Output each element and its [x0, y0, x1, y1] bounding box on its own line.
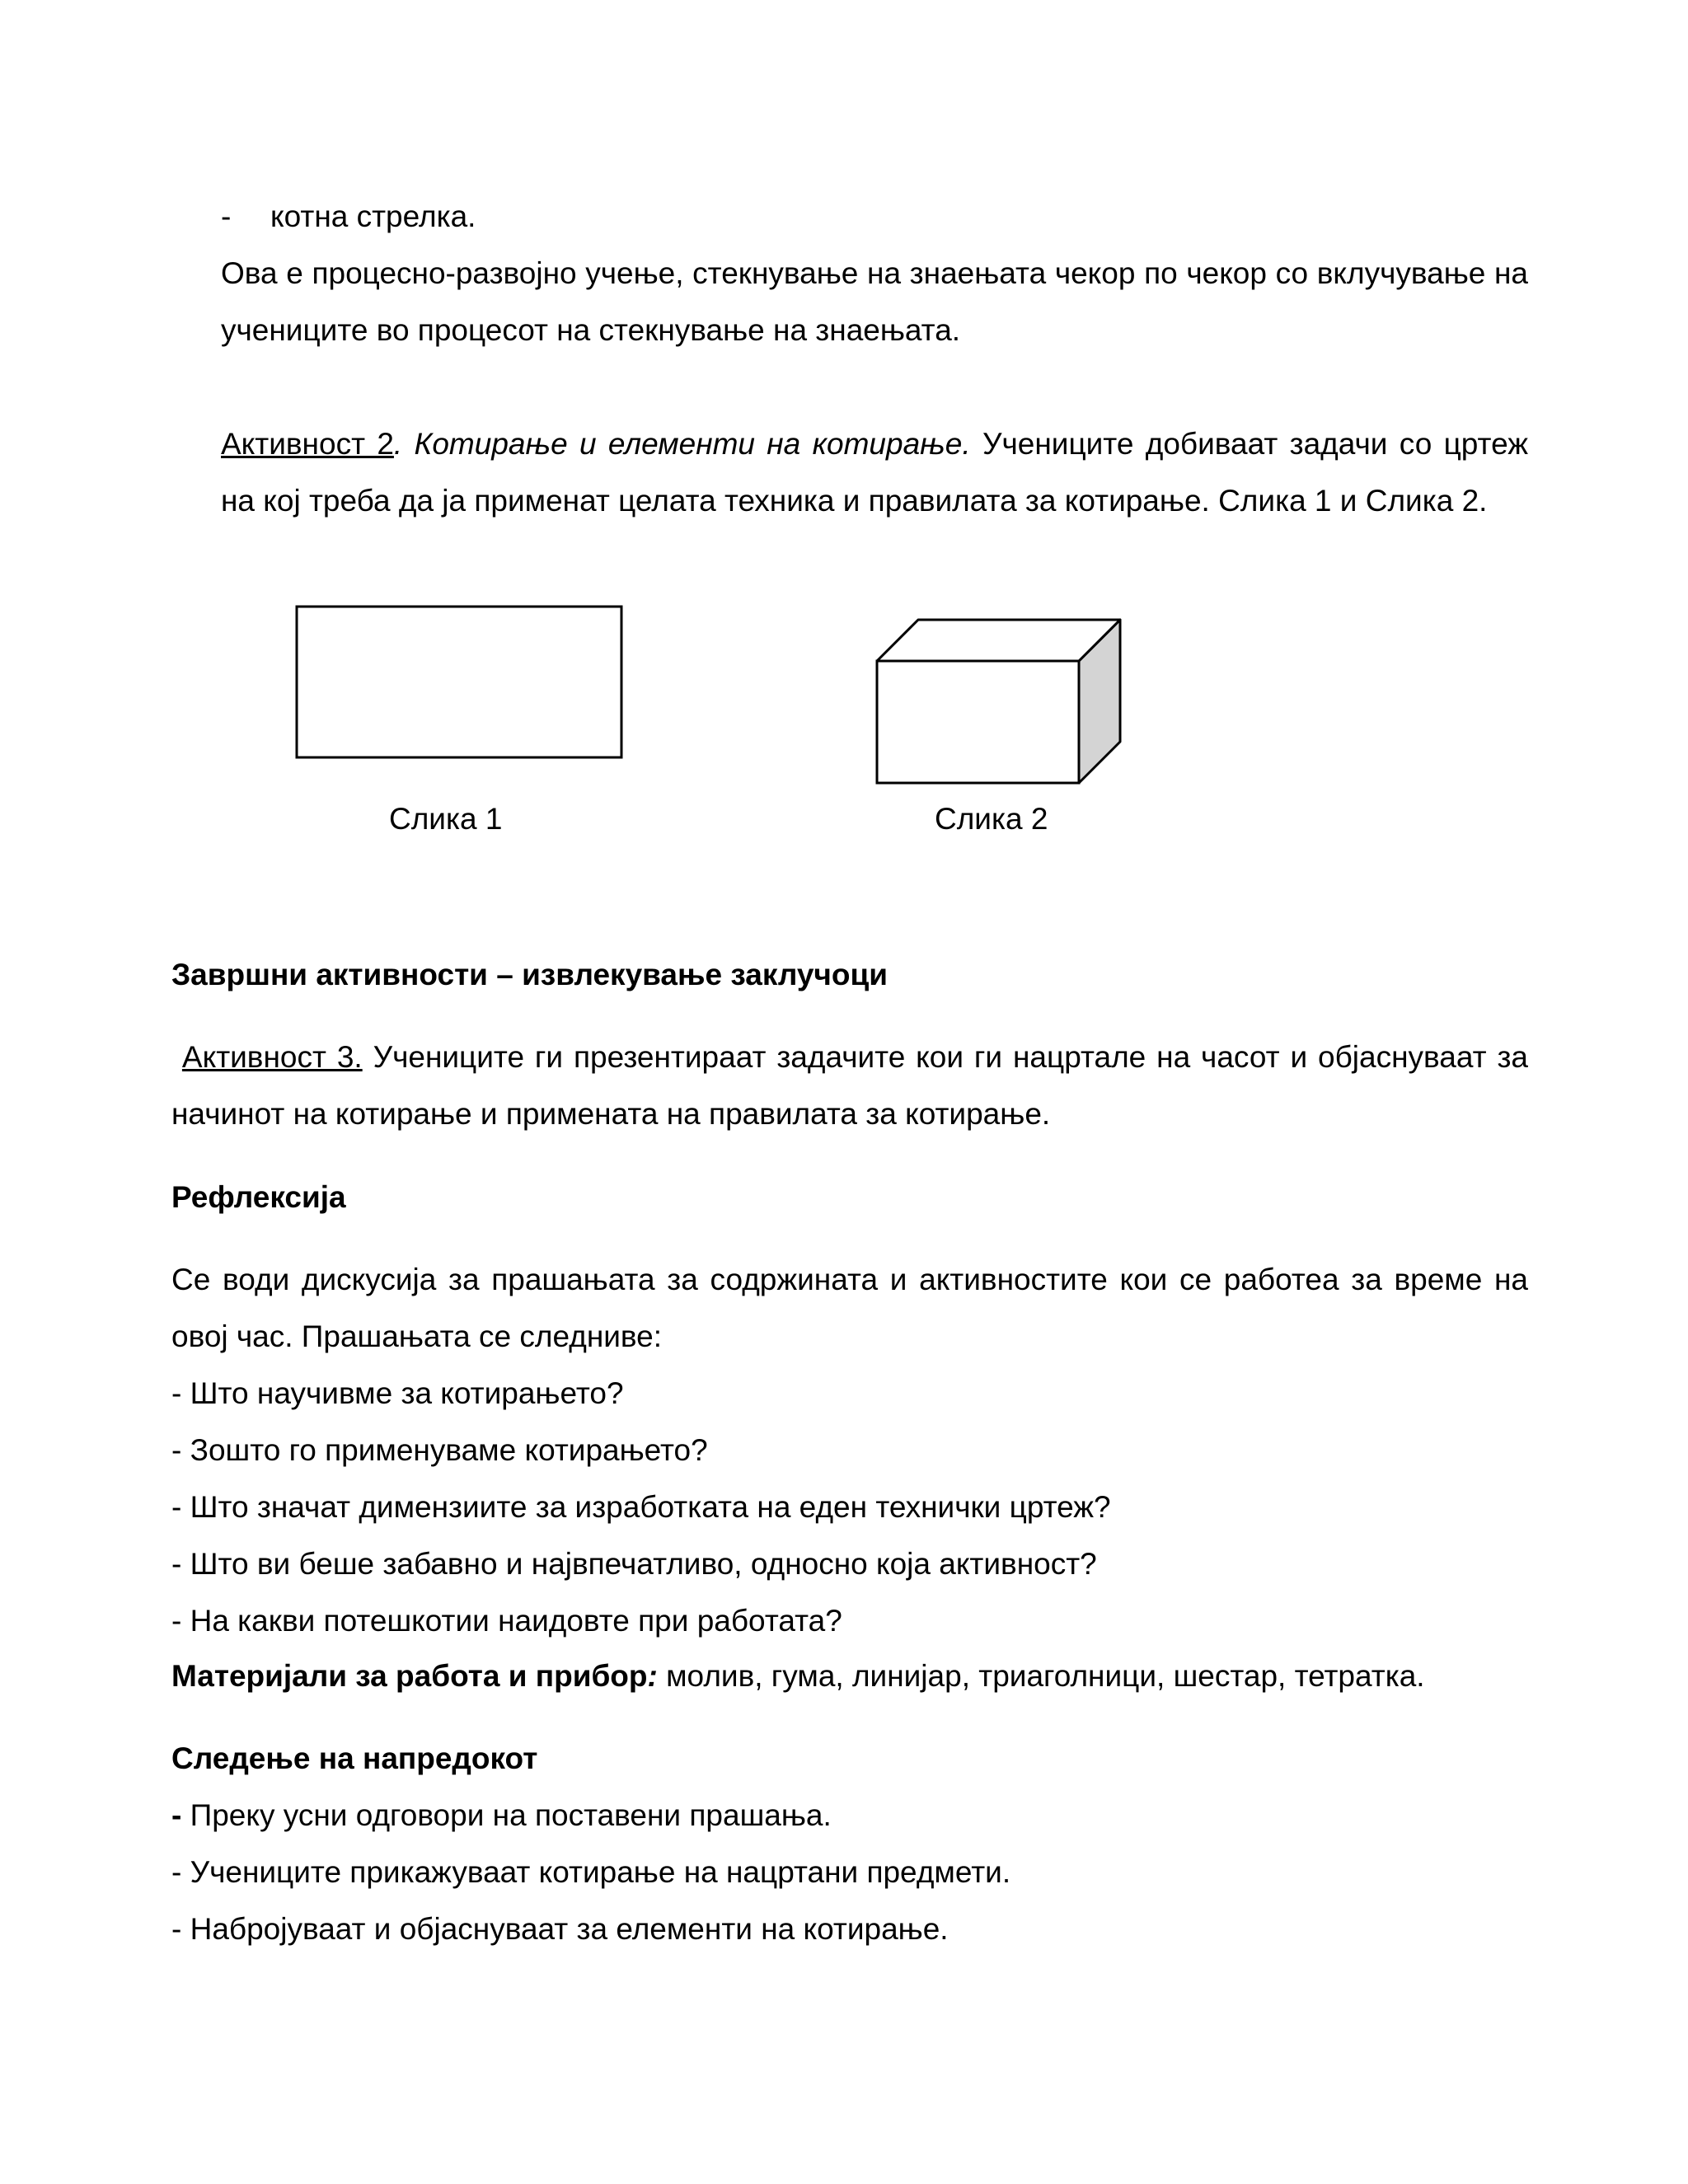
- list-item: - Што ви беше забавно и највпечатливо, односно која активност?: [171, 1547, 1097, 1581]
- list-item: - Што значат димензиите за изработката на еден технички цртеж?: [171, 1490, 1111, 1524]
- list-item: - Зошто го применуваме котирањето?: [171, 1433, 708, 1467]
- list-item: - Што научивме за котирањето?: [171, 1376, 624, 1410]
- materials-label: Материјали за работа и прибор: [171, 1659, 648, 1693]
- materials-line: [171, 1647, 1425, 1704]
- progress-item1-dash: -: [171, 1798, 182, 1832]
- intro-paragraph: Ова е процесно-развојно учење, стекнување на знаењата чекор по чекор со вклучување на учениците во процесот на стекнување на знаењата.: [221, 256, 1528, 347]
- activity2-label: Активност 2: [221, 427, 394, 461]
- progress-list: [171, 1787, 1010, 1957]
- figure-1-caption: Слика 1: [389, 802, 503, 836]
- list-item: [171, 1787, 1010, 1844]
- intro-item-text: котна стрелка.: [270, 199, 476, 233]
- figure-2-caption: Слика 2: [935, 802, 1048, 836]
- intro-dash: -: [221, 199, 232, 233]
- materials-colon: :: [647, 1659, 658, 1693]
- materials-text: молив, гума, линијар, триаголници, шестар, тетратка.: [657, 1659, 1425, 1693]
- activity3-text: Учениците ги презентираат задачите кои ги нацртале на часот и објаснуваат за начинот на котирање и примената на правилата за котирање.: [171, 1040, 1528, 1131]
- figure-1-rectangle: [295, 605, 625, 762]
- figure-2-box: [875, 618, 1123, 788]
- list-item: - Набројуваат и објаснуваат за елементи на котирање.: [171, 1912, 949, 1946]
- list-item: - Учениците прикажуваат котирање на нацртани предмети.: [171, 1855, 1011, 1889]
- progress-heading: Следење на напредокот: [171, 1741, 538, 1775]
- reflection-intro: Се води дискусија за прашањата за содржината и активностите кои се работеа за време на овој час. Прашањата се следниве:: [171, 1263, 1528, 1353]
- activity3-indent: [171, 1040, 182, 1074]
- reflection-questions-list: [171, 1365, 1111, 1649]
- activity2-paragraph: [221, 415, 1528, 529]
- reflection-heading: Рефлексија: [171, 1180, 346, 1214]
- activity2-dot: .: [393, 427, 403, 461]
- final-activities-heading: Завршни активности – извлекување заклучоци: [171, 958, 888, 991]
- list-item: - На какви потешкотии наидовте при работата?: [171, 1604, 842, 1638]
- activity3-paragraph: [171, 1029, 1528, 1142]
- activity2-text: Учениците добиваат задачи со цртеж на кој треба да ја применат целата техника и правилата за котирање. Слика 1 и Слика 2.: [221, 427, 1529, 518]
- intro-list-item: [221, 188, 476, 245]
- activity3-label: Активност 3.: [181, 1040, 363, 1074]
- activity2-title: Котирање и елементи на котирање.: [414, 427, 971, 461]
- progress-item1-text: Преку усни одговори на поставени прашања.: [181, 1798, 832, 1832]
